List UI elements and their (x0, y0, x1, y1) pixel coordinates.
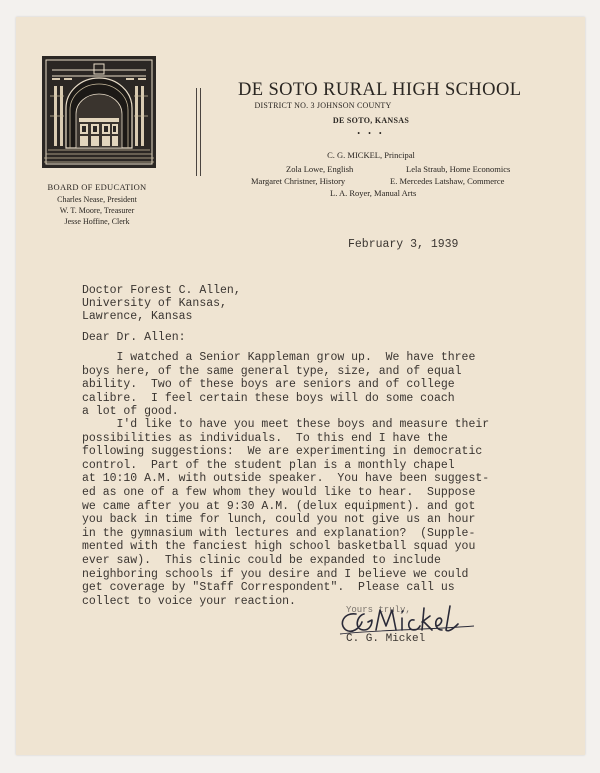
divider-rule (200, 88, 201, 176)
school-name: DE SOTO RURAL HIGH SCHOOL (238, 80, 522, 100)
address-line: Lawrence, Kansas (82, 310, 193, 323)
faculty-member: E. Mercedes Latshaw, Commerce (390, 176, 505, 186)
principal-line: C. G. MICKEL, Principal (327, 150, 415, 160)
divider-rule (196, 88, 197, 176)
district-line: DISTRICT NO. 3 JOHNSON COUNTY (254, 101, 392, 110)
paragraph-2: I'd like to have you meet these boys and measure their possibilities as individuals. To this end I have the following suggestions: We are experimenting in democratic control. Part of the student plan is a monthly chapel at 10:10 A.M. with outside speaker. You have been suggest- ed as one of a few whom they would like to hear. Suppose we came after you at 9:30 A.M. (delux equipment). and got you back in time for lunch, could you not give us an hour in the gymnasium with lectures and explanation? (Supple- mented with the fanciest high school basketball squad you ever saw). This clinic could be expanded to include neighboring schools if you desire and I believe we could get coverage by "Staff Correspondent". Please call us collect to voice your reaction. (82, 418, 490, 608)
faculty-member: Lela Straub, Home Economics (406, 164, 511, 174)
recipient-address (82, 284, 241, 323)
closing: Yours truly, (346, 605, 411, 615)
board-of-education (32, 182, 162, 227)
signer-name: C. G. Mickel (346, 633, 426, 645)
paragraph-1: I watched a Senior Kappleman grow up. We have three boys here, of the same general type, size, and of equal ability. Two of these boys are seniors and of college calibre. I feel certain these boys will do some coach a lot of good. (82, 351, 476, 419)
board-member: W. T. Moore, Treasurer (59, 206, 135, 215)
faculty-member: Zola Lowe, English (286, 164, 354, 174)
faculty-member: Margaret Christner, History (251, 176, 346, 186)
salutation: Dear Dr. Allen: (82, 331, 186, 344)
address-line: University of Kansas, (82, 297, 227, 310)
address-line: Doctor Forest C. Allen, (82, 284, 241, 297)
letter-date: February 3, 1939 (348, 238, 459, 251)
board-member: Charles Nease, President (57, 195, 137, 204)
city-line: DE SOTO, KANSAS (332, 116, 410, 125)
board-title: BOARD OF EDUCATION (47, 182, 147, 192)
faculty-member: L. A. Royer, Manual Arts (330, 188, 417, 198)
board-member: Jesse Hoffine, Clerk (64, 217, 130, 226)
school-building-engraving (42, 56, 156, 168)
separator-dots: • • • (357, 129, 385, 138)
